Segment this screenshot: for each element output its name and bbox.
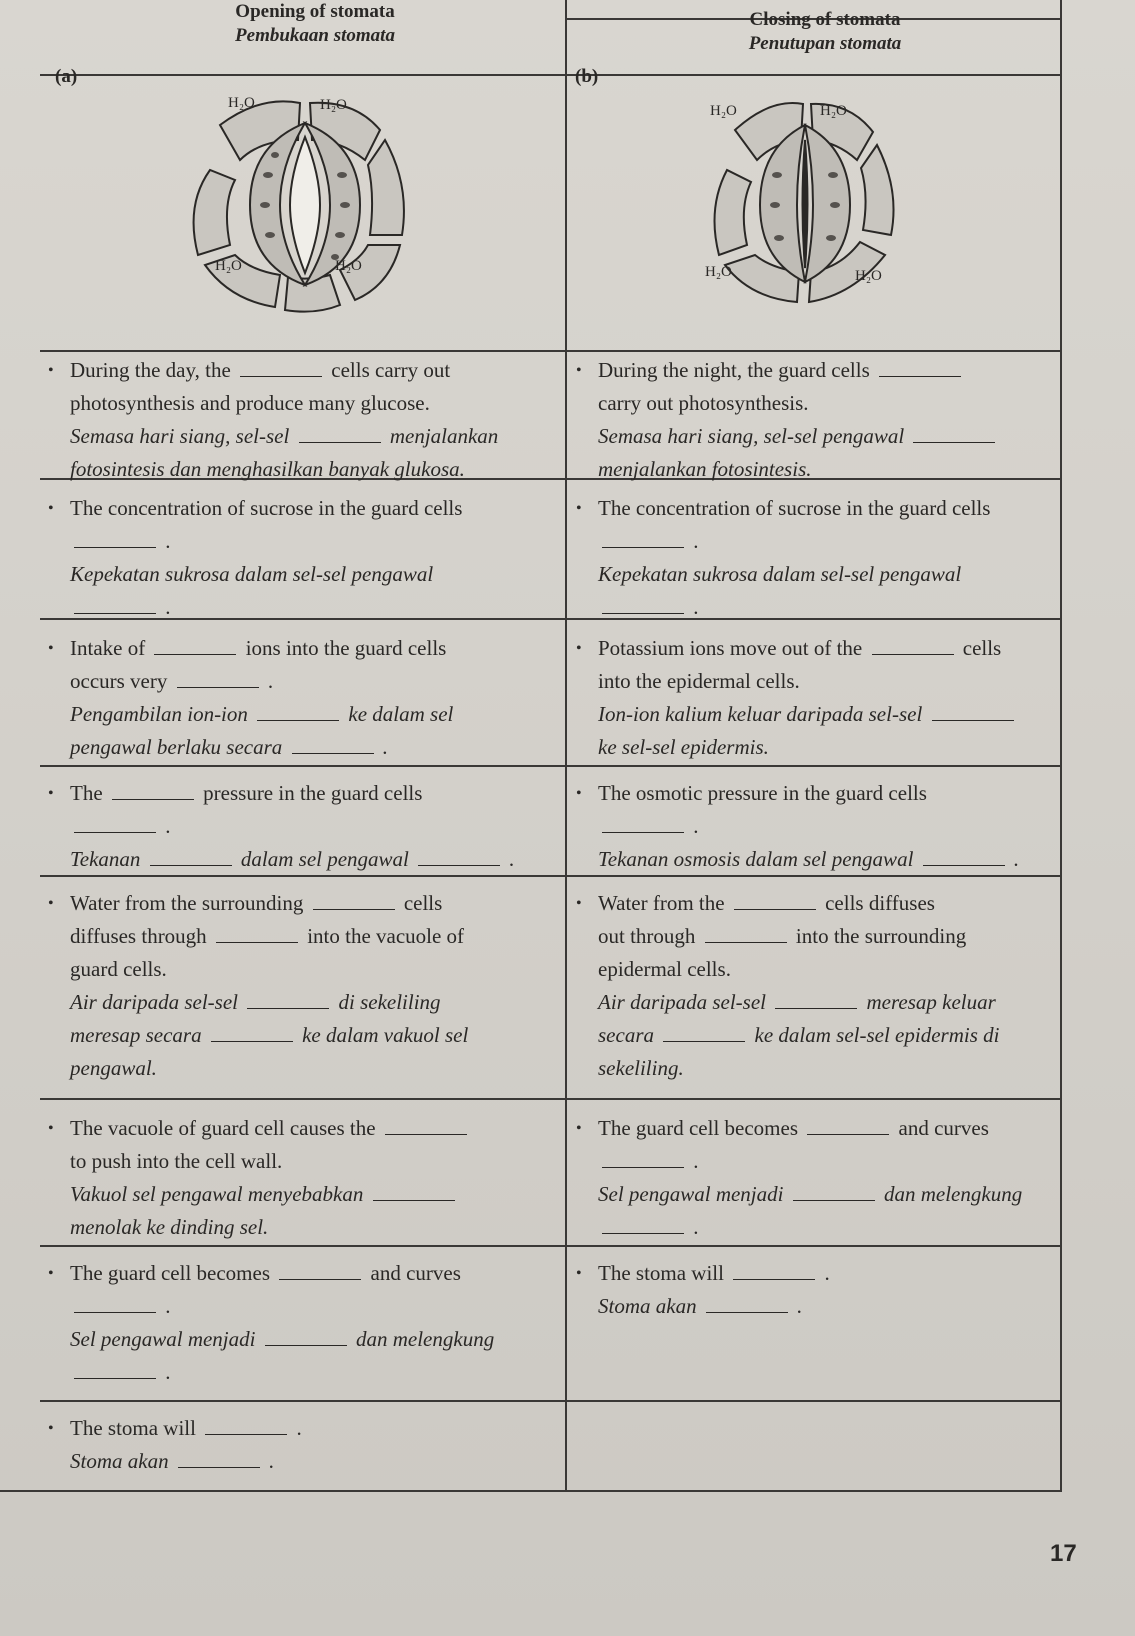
panel-label-b: (b) (575, 66, 599, 87)
answer-blank[interactable] (279, 1278, 361, 1280)
statement-line: pengawal. (70, 1056, 157, 1080)
answer-blank[interactable] (265, 1344, 347, 1346)
bullet-icon: • (48, 785, 54, 802)
answer-blank[interactable] (74, 1377, 156, 1379)
statement-line: out through into the surrounding (598, 924, 967, 948)
statement-line: . (70, 525, 560, 558)
h2o-label: H₂O (855, 268, 882, 284)
bullet-icon: • (576, 500, 582, 517)
answer-blank[interactable] (154, 653, 236, 655)
statement-line: . (598, 810, 1058, 843)
statement-line: Semasa hari siang, sel-sel menjalankan (70, 424, 499, 448)
statement-line: pengawal berlaku secara . (70, 735, 389, 759)
bullet-statement: • Potassium ions move out of the cells (598, 632, 1058, 665)
bullet-statement: • The stoma will . (598, 1257, 1058, 1290)
answer-blank[interactable] (177, 686, 259, 688)
bullet-statement: • The pressure in the guard cells (70, 777, 560, 810)
row-rule-diagram (40, 350, 1060, 352)
answer-blank[interactable] (602, 612, 684, 614)
open-stoma-diagram (180, 85, 430, 320)
bullet-icon: • (48, 640, 54, 657)
header-opening (150, 0, 480, 48)
answer-blank[interactable] (923, 864, 1005, 866)
h2o-label: H₂O (228, 95, 255, 111)
answer-blank[interactable] (74, 831, 156, 833)
answer-blank[interactable] (373, 1199, 455, 1201)
closing-statement-cell (576, 1257, 1058, 1323)
statement-line: into the epidermal cells. (598, 669, 800, 693)
statement-line: Sel pengawal menjadi dan melengkung (70, 1327, 495, 1351)
panel-label-a: (a) (55, 66, 78, 87)
bullet-icon: • (48, 1120, 54, 1137)
opening-statement-cell (48, 887, 560, 1085)
answer-blank[interactable] (706, 1311, 788, 1313)
answer-blank[interactable] (112, 798, 194, 800)
bullet-statement: • During the day, the cells carry out (70, 354, 560, 387)
statement-line: fotosintesis dan menghasilkan banyak glukosa. (70, 457, 465, 481)
statement-line: menolak ke dinding sel. (70, 1215, 269, 1239)
answer-blank[interactable] (602, 546, 684, 548)
answer-blank[interactable] (602, 1166, 684, 1168)
statement-line: Tekanan dalam sel pengawal . (70, 847, 515, 871)
closing-statement-cell (576, 492, 1058, 624)
answer-blank[interactable] (178, 1466, 260, 1468)
bullet-statement: • Intake of ions into the guard cells (70, 632, 560, 665)
header-opening-ms: Pembukaan stomata (235, 25, 395, 46)
answer-blank[interactable] (932, 719, 1014, 721)
statement-line: Semasa hari siang, sel-sel pengawal (598, 420, 1058, 453)
statement-line: Kepekatan sukrosa dalam sel-sel pengawal (70, 562, 434, 586)
statement-line: . (70, 810, 560, 843)
answer-blank[interactable] (879, 375, 961, 377)
bullet-statement: • Water from the surrounding cells (70, 887, 560, 920)
statement-line: sekeliling. (598, 1056, 684, 1080)
answer-blank[interactable] (734, 908, 816, 910)
statement-line: . (70, 1290, 560, 1323)
header-opening-en: Opening of stomata (235, 1, 395, 22)
answer-blank[interactable] (74, 1311, 156, 1313)
h2o-label: H₂O (335, 258, 362, 274)
row-rule (40, 1098, 1060, 1100)
answer-blank[interactable] (775, 1007, 857, 1009)
header-closing-ms: Penutupan stomata (748, 33, 902, 54)
h2o-label: H₂O (705, 264, 732, 280)
bullet-statement: • The guard cell becomes and curves (598, 1112, 1058, 1145)
statement-line: diffuses through into the vacuole of (70, 924, 465, 948)
answer-blank[interactable] (74, 612, 156, 614)
statement-line: epidermal cells. (598, 957, 731, 981)
answer-blank[interactable] (913, 441, 995, 443)
answer-blank[interactable] (602, 1232, 684, 1234)
bullet-statement: • The stoma will . (70, 1412, 560, 1445)
opening-statement-cell (48, 492, 560, 624)
statement-line: Stoma akan . (70, 1449, 275, 1473)
closing-statement-cell (576, 777, 1058, 876)
bullet-icon: • (576, 1265, 582, 1282)
row-rule (40, 1400, 1060, 1402)
header-rule (40, 74, 1060, 76)
bullet-icon: • (48, 895, 54, 912)
column-divider (565, 0, 567, 1490)
answer-blank[interactable] (257, 719, 339, 721)
answer-blank[interactable] (602, 831, 684, 833)
bullet-icon: • (576, 1120, 582, 1137)
closing-statement-cell (576, 632, 1058, 764)
bullet-statement: • The guard cell becomes and curves (70, 1257, 560, 1290)
statement-line: . (598, 525, 1058, 558)
statement-line: Ion-ion kalium keluar daripada sel-sel (598, 698, 1058, 731)
statement-line: . (598, 591, 1058, 624)
bullet-icon: • (48, 1265, 54, 1282)
header-closing (660, 8, 990, 56)
row-rule (40, 1245, 1060, 1247)
bullet-icon: • (576, 895, 582, 912)
answer-blank[interactable] (313, 908, 395, 910)
answer-blank[interactable] (74, 546, 156, 548)
statement-line: Air daripada sel-sel meresap keluar (598, 990, 996, 1014)
closing-statement-cell (576, 887, 1058, 1085)
statement-line: Air daripada sel-sel di sekeliling (70, 990, 441, 1014)
row-rule (40, 765, 1060, 767)
bullet-icon: • (48, 1420, 54, 1437)
answer-blank[interactable] (385, 1133, 467, 1135)
answer-blank[interactable] (292, 752, 374, 754)
statement-line: Tekanan osmosis dalam sel pengawal . (598, 847, 1020, 871)
statement-line: Sel pengawal menjadi dan melengkung (598, 1182, 1023, 1206)
opening-statement-cell (48, 354, 560, 486)
closing-statement-cell (576, 1112, 1058, 1244)
statement-line: photosynthesis and produce many glucose. (70, 391, 430, 415)
opening-statement-cell (48, 1257, 560, 1389)
answer-blank[interactable] (733, 1278, 815, 1280)
opening-statement-cell (48, 1112, 560, 1244)
answer-blank[interactable] (205, 1433, 287, 1435)
h2o-label: H₂O (820, 103, 847, 119)
answer-blank[interactable] (663, 1040, 745, 1042)
statement-line: Pengambilan ion-ion ke dalam sel (70, 702, 454, 726)
bullet-icon: • (48, 500, 54, 517)
bullet-statement: • During the night, the guard cells (598, 354, 1058, 387)
bullet-icon: • (48, 362, 54, 379)
bullet-icon: • (576, 362, 582, 379)
answer-blank[interactable] (216, 941, 298, 943)
opening-statement-cell (48, 777, 560, 876)
closing-statement-cell (576, 354, 1058, 486)
statement-line: ke sel-sel epidermis. (598, 735, 769, 759)
answer-blank[interactable] (150, 864, 232, 866)
answer-blank[interactable] (807, 1133, 889, 1135)
bullet-statement: • The concentration of sucrose in the guard cells (598, 492, 1058, 525)
page-number: 17 (1050, 1540, 1077, 1567)
statement-line: . (598, 1145, 1058, 1178)
statement-line: to push into the cell wall. (70, 1149, 283, 1173)
statement-line: Vakuol sel pengawal menyebabkan (70, 1178, 560, 1211)
bullet-icon: • (576, 785, 582, 802)
answer-blank[interactable] (211, 1040, 293, 1042)
statement-line: . (70, 1356, 560, 1389)
statement-line: secara ke dalam sel-sel epidermis di (598, 1023, 1000, 1047)
answer-blank[interactable] (705, 941, 787, 943)
h2o-label: H₂O (320, 97, 347, 113)
opening-statement-cell (48, 1412, 560, 1478)
opening-statement-cell (48, 632, 560, 764)
bullet-statement: • The vacuole of guard cell causes the (70, 1112, 560, 1145)
bullet-statement: • The osmotic pressure in the guard cells (598, 777, 1058, 810)
bullet-statement: • Water from the cells diffuses (598, 887, 1058, 920)
statement-line: . (598, 1211, 1058, 1244)
answer-blank[interactable] (299, 441, 381, 443)
bullet-statement: • The concentration of sucrose in the guard cells (70, 492, 560, 525)
bullet-icon: • (576, 640, 582, 657)
h2o-label: H₂O (215, 258, 242, 274)
statement-line: occurs very . (70, 669, 274, 693)
statement-line: menjalankan fotosintesis. (598, 457, 812, 481)
statement-line: guard cells. (70, 957, 167, 981)
answer-blank[interactable] (418, 864, 500, 866)
h2o-label: H₂O (710, 103, 737, 119)
statement-line: meresap secara ke dalam vakuol sel (70, 1023, 469, 1047)
answer-blank[interactable] (793, 1199, 875, 1201)
statement-line: Kepekatan sukrosa dalam sel-sel pengawal (598, 562, 962, 586)
statement-line: Stoma akan . (598, 1294, 803, 1318)
header-closing-en: Closing of stomata (749, 9, 901, 30)
statement-line: . (70, 591, 560, 624)
statement-line: carry out photosynthesis. (598, 391, 809, 415)
closed-stoma-diagram (705, 90, 905, 310)
answer-blank[interactable] (240, 375, 322, 377)
answer-blank[interactable] (247, 1007, 329, 1009)
answer-blank[interactable] (872, 653, 954, 655)
